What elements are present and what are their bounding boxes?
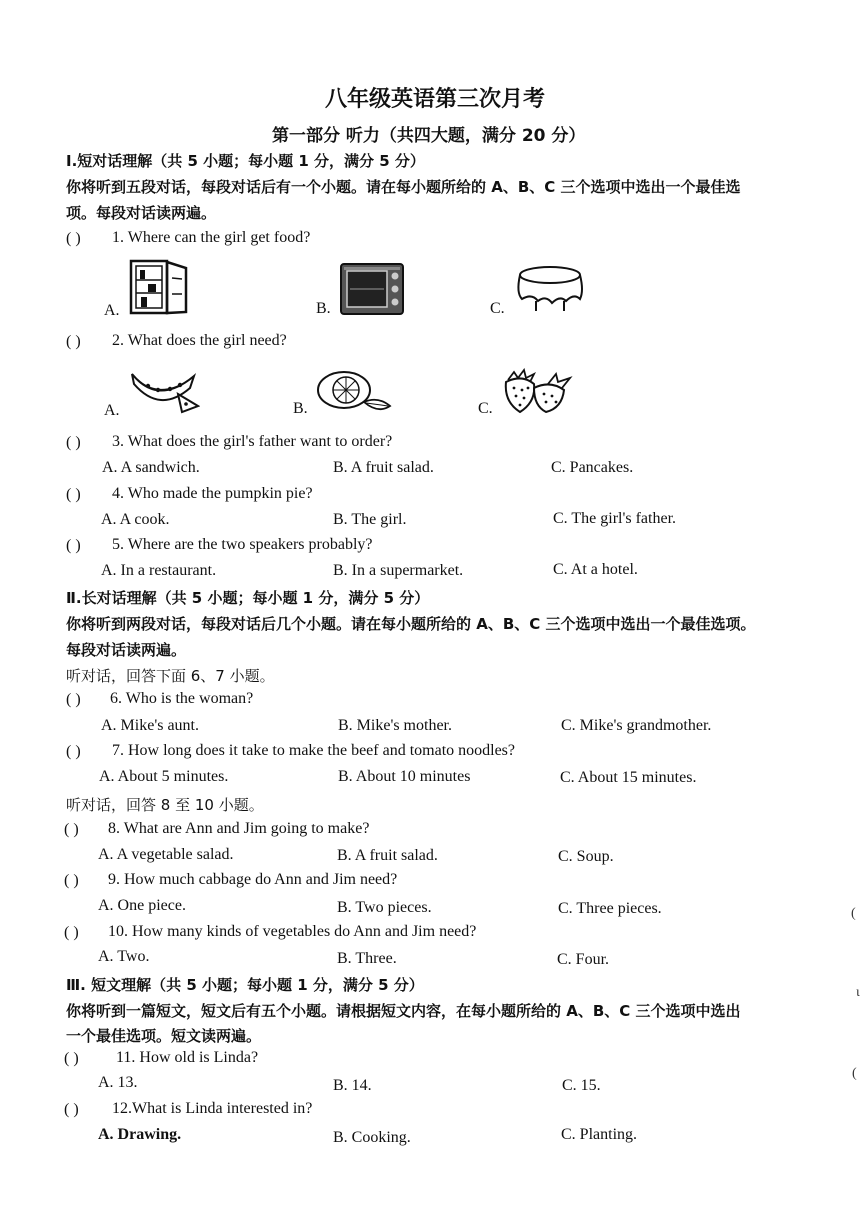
section-2-instruction-line-2: 每段对话读两遍。 (66, 641, 187, 659)
question-8-option-c: C. Soup. (558, 848, 614, 865)
question-9-option-a: A. One piece. (98, 897, 186, 914)
question-1-text: 1. Where can the girl get food? (112, 229, 311, 246)
section-3-heading: Ⅲ. 短文理解（共 5 小题；每小题 1 分，满分 5 分） (66, 976, 424, 994)
question-11-option-a: A. 13. (98, 1074, 138, 1091)
scan-mark: ( (852, 1066, 857, 1081)
question-11-text: 11. How old is Linda? (116, 1049, 259, 1066)
scan-mark: ( (851, 906, 856, 921)
section-1-heading: Ⅰ.短对话理解（共 5 小题；每小题 1 分，满分 5 分） (66, 152, 425, 170)
question-3-option-a: A. A sandwich. (102, 459, 200, 476)
question-10-option-c: C. Four. (557, 951, 610, 968)
answer-blank-11[interactable]: ( ) (64, 1050, 79, 1067)
question-7-option-b: B. About 10 minutes (338, 768, 471, 785)
question-4-text: 4. Who made the pumpkin pie? (112, 485, 313, 502)
section-2-instruction-line-1: 你将听到两段对话，每段对话后几个小题。请在每小题所给的 A、B、C 三个选项中选出一个最佳选项。 (66, 615, 756, 633)
question-4-option-b: B. The girl. (333, 511, 407, 528)
question-7-text: 7. How long does it take to make the beef and tomato noodles? (112, 742, 516, 759)
question-8-text: 8. What are Ann and Jim going to make? (108, 820, 370, 837)
watermelon-icon[interactable] (128, 366, 200, 416)
question-10-option-b: B. Three. (337, 950, 397, 967)
fridge-icon[interactable] (128, 258, 192, 316)
question-2-option-b-label: B. (293, 400, 308, 417)
question-2-option-c-label: C. (478, 400, 493, 417)
question-4-option-a: A. A cook. (101, 511, 170, 528)
oven-icon[interactable] (338, 261, 406, 317)
section-2-listen-prompt-1: 听对话，回答下面 6、7 小题。 (66, 667, 275, 685)
lemon-icon[interactable] (314, 368, 394, 416)
question-6-text: 6. Who is the woman? (110, 690, 254, 707)
answer-blank-5[interactable]: ( ) (66, 537, 81, 554)
question-10-option-a: A. Two. (98, 948, 150, 965)
question-11-option-b: B. 14. (333, 1077, 372, 1094)
question-5-text: 5. Where are the two speakers probably? (112, 536, 373, 553)
section-1-instruction-line-1: 你将听到五段对话，每段对话后有一个小题。请在每小题所给的 A、B、C 三个选项中选出一个最佳选 (66, 178, 741, 196)
question-7-option-a: A. About 5 minutes. (99, 768, 229, 785)
question-12-option-a: A. Drawing. (98, 1126, 182, 1143)
answer-blank-3[interactable]: ( ) (66, 434, 81, 451)
section-1-instruction-line-2: 项。每段对话读两遍。 (66, 204, 217, 222)
question-2-text: 2. What does the girl need? (112, 332, 287, 349)
question-6-option-c: C. Mike's grandmother. (561, 717, 712, 734)
question-9-text: 9. How much cabbage do Ann and Jim need? (108, 871, 398, 888)
part-heading: 第一部分 听力（共四大题，满分 20 分） (272, 126, 586, 146)
question-12-option-c: C. Planting. (561, 1126, 638, 1143)
question-1-option-c-label: C. (490, 300, 505, 317)
question-9-option-b: B. Two pieces. (337, 899, 432, 916)
answer-blank-9[interactable]: ( ) (64, 872, 79, 889)
scan-mark: ι (856, 985, 860, 1000)
question-5-option-a: A. In a restaurant. (101, 562, 217, 579)
question-3-text: 3. What does the girl's father want to order? (112, 433, 393, 450)
question-4-option-c: C. The girl's father. (553, 510, 677, 527)
question-8-option-a: A. A vegetable salad. (98, 846, 234, 863)
section-3-instruction-line-1: 你将听到一篇短文，短文后有五个小题。请根据短文内容，在每小题所给的 A、B、C 三个选项中选出 (66, 1002, 741, 1020)
answer-blank-6[interactable]: ( ) (66, 691, 81, 708)
question-8-option-b: B. A fruit salad. (337, 847, 438, 864)
section-3-instruction-line-2: 一个最佳选项。短文读两遍。 (66, 1027, 262, 1045)
page-title: 八年级英语第三次月考 (325, 87, 546, 112)
answer-blank-10[interactable]: ( ) (64, 924, 79, 941)
question-9-option-c: C. Three pieces. (558, 900, 662, 917)
answer-blank-8[interactable]: ( ) (64, 821, 79, 838)
answer-blank-4[interactable]: ( ) (66, 486, 81, 503)
question-12-option-b: B. Cooking. (333, 1129, 411, 1146)
answer-blank-7[interactable]: ( ) (66, 743, 81, 760)
question-5-option-b: B. In a supermarket. (333, 562, 464, 579)
question-12-text: 12.What is Linda interested in? (112, 1100, 313, 1117)
answer-blank-12[interactable]: ( ) (64, 1101, 79, 1118)
section-2-heading: Ⅱ.长对话理解（共 5 小题；每小题 1 分，满分 5 分） (66, 589, 430, 607)
section-2-listen-prompt-2: 听对话，回答 8 至 10 小题。 (66, 796, 264, 814)
question-1-option-a-label: A. (104, 302, 120, 319)
question-11-option-c: C. 15. (562, 1077, 601, 1094)
question-3-option-b: B. A fruit salad. (333, 459, 434, 476)
question-1-option-b-label: B. (316, 300, 331, 317)
question-6-option-b: B. Mike's mother. (338, 717, 452, 734)
question-10-text: 10. How many kinds of vegetables do Ann and Jim need? (108, 923, 477, 940)
question-5-option-c: C. At a hotel. (553, 561, 638, 578)
answer-blank-2[interactable]: ( ) (66, 333, 81, 350)
question-2-option-a-label: A. (104, 402, 120, 419)
question-6-option-a: A. Mike's aunt. (101, 717, 199, 734)
strawberry-icon[interactable] (500, 368, 578, 416)
question-7-option-c: C. About 15 minutes. (560, 769, 697, 786)
question-3-option-c: C. Pancakes. (551, 459, 634, 476)
answer-blank-1[interactable]: ( ) (66, 230, 81, 247)
table-icon[interactable] (512, 263, 588, 315)
